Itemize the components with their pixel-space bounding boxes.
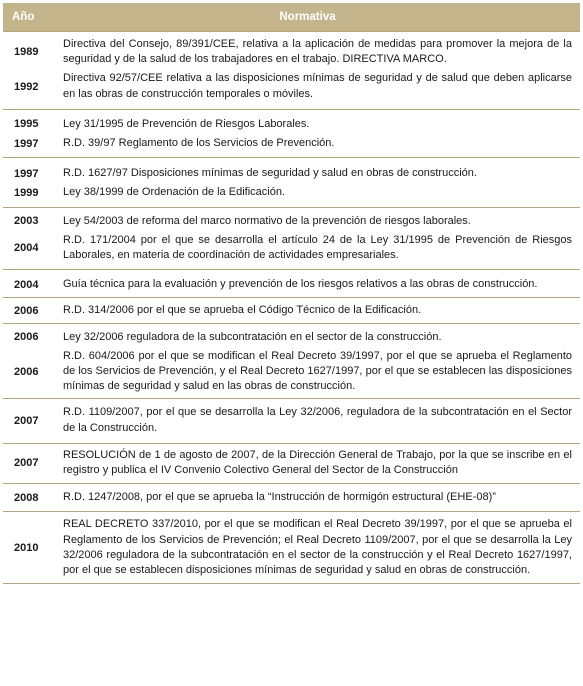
year-cell: 2006 — [14, 331, 39, 344]
row-group — [3, 297, 580, 322]
table-row — [3, 347, 580, 397]
normativa-cell: Ley 32/2006 reguladora de la subcontratación en el sector de la construcción. — [63, 330, 442, 343]
row-group — [3, 207, 580, 270]
year-cell: 2007 — [14, 414, 39, 427]
row-group — [3, 323, 580, 399]
table-row — [3, 231, 580, 265]
year-cell: 2008 — [14, 491, 39, 504]
normativa-cell: R.D. 1109/2007, por el que se desarrolla la Ley 32/2006, reguladora de la subcontratación en el Sector de la Construcción. — [63, 406, 572, 434]
table-row — [3, 183, 580, 202]
year-cell: 1999 — [14, 187, 39, 200]
year-cell: 1995 — [14, 118, 39, 131]
year-cell: 1992 — [14, 80, 39, 93]
row-group — [3, 443, 580, 483]
year-cell: 1997 — [14, 167, 39, 180]
normativa-cell: R.D. 1627/97 Disposiciones mínimas de seguridad y salud en obras de construcción. — [63, 167, 477, 180]
table-body — [3, 31, 580, 584]
header-normativa: Normativa — [279, 11, 336, 23]
normativa-cell: R.D. 39/97 Reglamento de los Servicios de Prevención. — [63, 137, 335, 150]
normativa-cell: REAL DECRETO 337/2010, por el que se modifican el Real Decreto 39/1997, por el que se aprueba el Reglamento de los Servicios de Prevención; el Real Decreto 1109/2007, por el que se desarrolla la Ley 32/2006 reguladora de la subcontratación en el sector de la construcción y el Real Decreto 1627/1997, por el que se establecen disposiciones mínimas de seguridad y salud en obras de construcción. — [63, 518, 572, 577]
table-header — [3, 3, 580, 31]
year-cell: 2010 — [14, 541, 39, 554]
row-group — [3, 157, 580, 206]
year-cell: 2003 — [14, 215, 39, 228]
table-row — [3, 134, 580, 153]
normativa-cell: Ley 54/2003 de reforma del marco normativo de la prevención de riesgos laborales. — [63, 214, 471, 227]
table-row — [3, 164, 580, 183]
table-row — [3, 515, 580, 580]
header-year: Año — [12, 11, 35, 23]
normativa-cell: RESOLUCIÓN de 1 de agosto de 2007, de la Dirección General de Trabajo, por la que se inscribe en el registro y publica el IV Convenio Colectivo General del Sector de la Construcción — [63, 448, 572, 477]
year-cell: 2007 — [14, 457, 39, 470]
year-cell: 2004 — [14, 278, 39, 291]
normativa-table — [3, 3, 580, 584]
row-group — [3, 109, 580, 157]
normativa-cell: R.D. 171/2004 por el que se desarrolla el artículo 24 de la Ley 31/1995 de Prevención de Riesgos Laborales, en materia de coordinación de actividades empresariales. — [63, 233, 572, 262]
table-row — [3, 212, 580, 231]
table-row — [3, 69, 580, 103]
table-row — [3, 35, 580, 69]
row-group — [3, 511, 580, 584]
table-row — [3, 403, 580, 437]
normativa-cell: Ley 31/1995 de Prevención de Riesgos Laborales. — [63, 117, 310, 130]
table-row — [3, 488, 580, 507]
table-row — [3, 328, 580, 347]
normativa-cell: Directiva 92/57/CEE relativa a las disposiciones mínimas de seguridad y de salud que deben aplicarse en las obras de construcción temporales o móviles. — [63, 72, 572, 100]
normativa-cell: Directiva del Consejo, 89/391/CEE, relativa a la aplicación de medidas para promover la mejora de la seguridad y de la salud de los trabajadores en el trabajo. DIRECTIVA MARCO. — [63, 38, 572, 66]
table-row — [3, 115, 580, 134]
year-cell: 2004 — [14, 242, 39, 255]
year-cell: 2006 — [14, 305, 39, 318]
normativa-cell: Ley 38/1999 de Ordenación de la Edificación. — [63, 186, 285, 199]
table-row — [3, 446, 580, 480]
normativa-cell: R.D. 314/2006 por el que se aprueba el Código Técnico de la Edificación. — [63, 304, 422, 317]
row-group — [3, 31, 580, 109]
normativa-cell: R.D. 1247/2008, por el que se aprueba la “Instrucción de hormigón estructural (EHE-08)” — [63, 491, 496, 504]
normativa-cell: Guía técnica para la evaluación y prevención de los riesgos relativos a las obras de construcción. — [63, 278, 538, 291]
table-row — [3, 301, 580, 320]
year-cell: 1997 — [14, 137, 39, 150]
year-cell: 1989 — [14, 46, 39, 59]
row-group — [3, 269, 580, 297]
row-group — [3, 398, 580, 442]
year-cell: 2006 — [14, 365, 39, 378]
table-row — [3, 275, 580, 294]
normativa-cell: R.D. 604/2006 por el que se modifican el Real Decreto 39/1997, por el que se aprueba el Reglamento de los Servicios de Prevención, y el Real Decreto 1627/1997, por el que se establecen las disposiciones mínimas de seguridad y salud en las obras de construcción. — [63, 349, 572, 393]
row-group — [3, 483, 580, 511]
